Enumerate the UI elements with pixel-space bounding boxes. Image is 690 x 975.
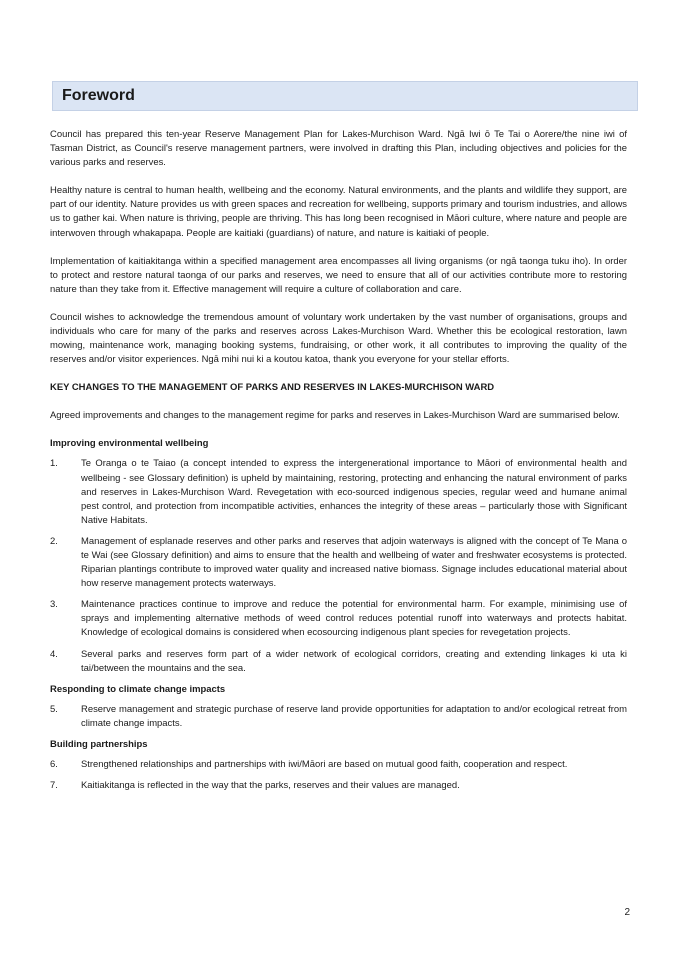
page-number: 2 <box>624 907 630 918</box>
foreword-heading-bar <box>52 81 638 111</box>
page-content <box>50 128 627 800</box>
list-item <box>50 457 627 527</box>
list-item <box>50 758 627 772</box>
list-item-number: 6. <box>50 758 58 770</box>
list-item-text: Maintenance practices continue to improve and reduce the potential for environmental harm. For example, minimising use of sprays and implementing alternative methods of weed control reduces potential runoff into waterways and protects habitat. Knowledge of ecological domains is considered when ecosourcing indigenous plant species for revegetation projects. <box>81 599 627 639</box>
list-item-number: 1. <box>50 458 58 470</box>
list-item-text: Management of esplanade reserves and other parks and reserves that adjoin waterways is aligned with the concept of Te Mana o te Wai (see Glossary definition) and aims to ensure that the health and wellbeing of water and freshwater ecosystems is protected. Riparian plantings contribute to improved water quality and increased native biomass. Signage includes educational material about how reserve management protects waterways. <box>81 535 627 590</box>
list-item <box>50 648 627 676</box>
intro-paragraph: Healthy nature is central to human health, wellbeing and the economy. Natural environments, and the plants and wildlife they support, are part of our identity. Nature provides us with green spaces and recreation for wellbeing, supports primary and tourism industries, and allows us to gather kai. When nature is thriving, people are thriving. This has long been recognised in Māori culture, where nature and people are interwoven through whakapapa. People are kaitiaki (guardians) of nature, and nature is kaitiaki of people. <box>50 185 627 239</box>
intro-paragraph: Council has prepared this ten-year Reserve Management Plan for Lakes-Murchison Ward. Ngā Iwi ō Te Tai o Aorere/the nine iwi of Tasman District, as Council's reserve management partners, were involved in drafting this Plan, including objectives and policies for the various parks and reserves. <box>50 129 627 169</box>
list-item-number: 3. <box>50 599 58 611</box>
intro-paragraph: Council wishes to acknowledge the tremendous amount of voluntary work undertaken by the vast number of organisations, groups and individuals who care for many of the parks and reserves across Lakes-Murchison Ward. Whether this be ecological restoration, lawn mowing, maintenance work, managing booking systems, fundraising, or other work, it all contributes to improving the quality of the reserves and/or visitor experiences. Ngā mihi nui ki a koutou katoa, thank you everyone for your stellar efforts. <box>50 311 627 366</box>
list-item <box>50 535 627 591</box>
list-item-text: Several parks and reserves form part of a wider network of ecological corridors, creating and extending linkages ki uta ki tai/between the mountains and the sea. <box>81 648 627 674</box>
list-item <box>50 779 627 793</box>
list-item <box>50 703 627 731</box>
page-title: Foreword <box>62 87 135 104</box>
key-changes-summary: Agreed improvements and changes to the management regime for parks and reserves in Lakes-Murchison Ward are summarised below. <box>50 410 620 422</box>
list-item-text: Te Oranga o te Taiao (a concept intended to express the intergenerational importance to Māori of environmental health and wellbeing - see Glossary definition) is upheld by maintaining, restoring, protecting and enhancing the natural environment of parks and reserves in Lakes-Murchison Ward. Revegetation with eco-sourced indigenous species, regular weed and humane animal pest control, and protection from incompatible activities, enhances the integrity of these areas – particularly those with Significant Native Habitats. <box>81 458 627 526</box>
section-heading-environment: Improving environmental wellbeing <box>50 438 209 450</box>
list-item-text: Strengthened relationships and partnerships with iwi/Māori are based on mutual good faith, cooperation and respect. <box>81 758 568 770</box>
section-heading-climate: Responding to climate change impacts <box>50 683 226 695</box>
list-item-text: Kaitiakitanga is reflected in the way that the parks, reserves and their values are managed. <box>81 780 460 791</box>
list-item-number: 2. <box>50 535 58 547</box>
list-item-number: 5. <box>50 703 58 715</box>
key-changes-heading: KEY CHANGES TO THE MANAGEMENT OF PARKS AND RESERVES IN LAKES-MURCHISON WARD <box>50 382 495 394</box>
list-item <box>50 598 627 640</box>
list-item-number: 4. <box>50 648 58 660</box>
intro-paragraph: Implementation of kaitiakitanga within a specified management area encompasses all living organisms (or ngā taonga tuku iho). In order to protect and restore natural taonga of our parks and reserves, we need to ensure that all of our activities contribute more to restoring nature than they take from it. Effective management will require a culture of collaboration and care. <box>50 255 627 295</box>
section-heading-partnerships: Building partnerships <box>50 738 148 750</box>
list-item-number: 7. <box>50 780 58 791</box>
list-item-text: Reserve management and strategic purchase of reserve land provide opportunities for adaptation to and/or ecological retreat from climate change impacts. <box>81 703 627 729</box>
